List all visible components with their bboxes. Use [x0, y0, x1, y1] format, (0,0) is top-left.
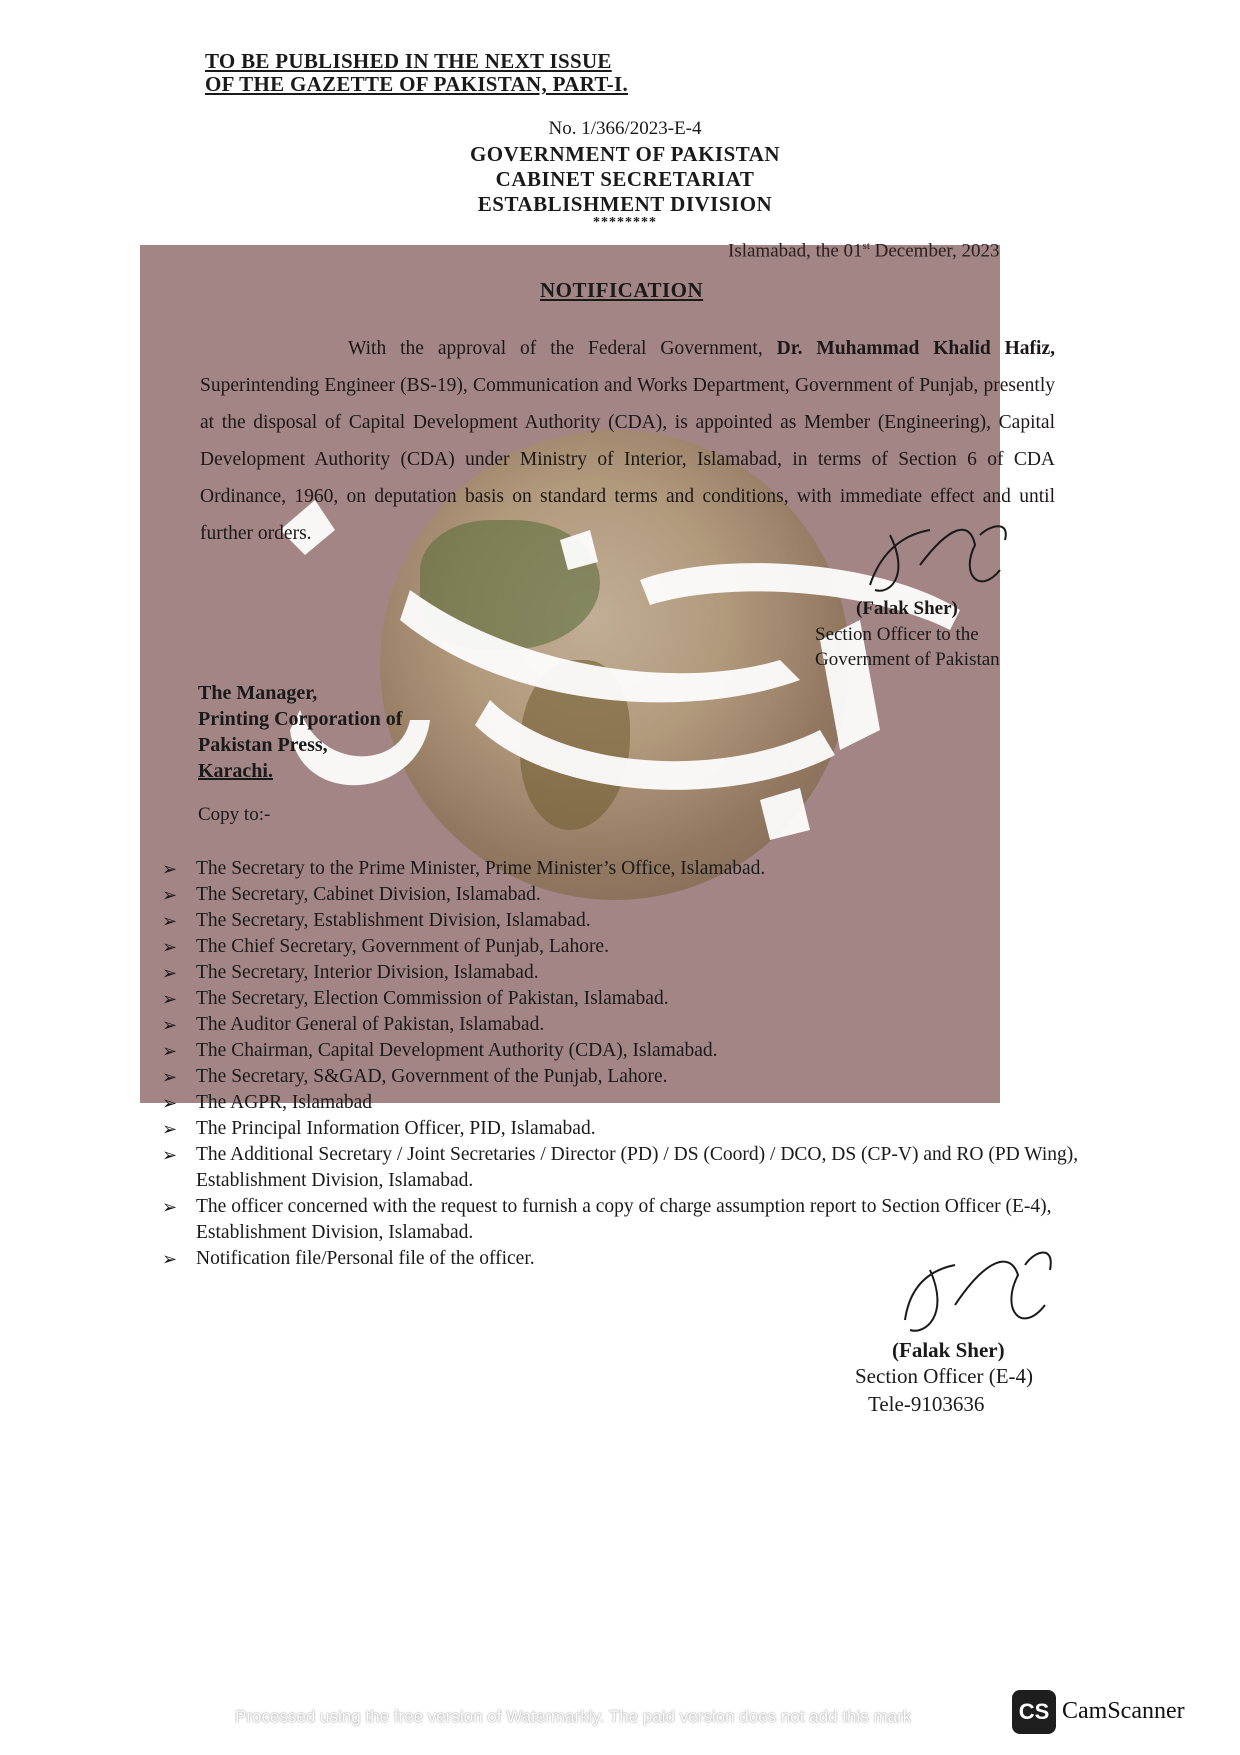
- list-item: ➢ The Secretary, S&GAD, Government of the Punjab, Lahore.: [160, 1064, 1080, 1090]
- arrow-bullet-icon: ➢: [162, 885, 178, 905]
- notification-body: With the approval of the Federal Government, Dr. Muhammad Khalid Hafiz, Superintending Engineer (BS-19), Communication and Works Department, Government of Punjab, presently at the disposal of Capital Development Authority (CDA), is appointed as Member (Engineering), Capital Development Authority (CDA) under Ministry of Interior, Islamabad, in terms of Section 6 of CDA Ordinance, 1960, on deputation basis on standard terms and conditions, with immediate effect and until further orders.: [200, 338, 1055, 544]
- list-item: ➢ The AGPR, Islamabad: [160, 1090, 1080, 1116]
- gazette-notice: [205, 50, 628, 96]
- list-item: ➢ The Secretary, Interior Division, Islamabad.: [160, 960, 1080, 986]
- camscanner-logo: CS: [1012, 1690, 1056, 1734]
- signatory-1-designation: Section Officer to the Government of Pakistan: [815, 624, 1000, 670]
- arrow-bullet-icon: ➢: [162, 1041, 178, 1061]
- arrow-bullet-icon: ➢: [162, 989, 178, 1009]
- arrow-bullet-icon: ➢: [162, 937, 178, 957]
- recipient-address: The Manager, Printing Corporation of Pakistan Press, Karachi.: [198, 682, 403, 782]
- arrow-bullet-icon: ➢: [162, 1249, 178, 1269]
- signature-2-scribble: [900, 1245, 1060, 1345]
- list-item: ➢ The Secretary, Election Commission of Pakistan, Islamabad.: [160, 986, 1080, 1012]
- letterhead-line-2: CABINET SECRETARIAT: [495, 167, 755, 191]
- copy-to-label: Copy to:-: [198, 804, 271, 825]
- list-item: ➢ The Chief Secretary, Government of Punjab, Lahore.: [160, 934, 1080, 960]
- list-item: ➢ The Chairman, Capital Development Authority (CDA), Islamabad.: [160, 1038, 1080, 1064]
- signatory-2-name: (Falak Sher): [892, 1338, 1005, 1362]
- arrow-bullet-icon: ➢: [162, 1119, 178, 1139]
- list-item: ➢ Notification file/Personal file of the officer.: [160, 1246, 1080, 1272]
- signatory-2-telephone: Tele-9103636: [868, 1392, 985, 1416]
- letterhead: [380, 118, 870, 229]
- list-item: ➢ The Secretary, Cabinet Division, Islamabad.: [160, 882, 1080, 908]
- signature-1-scribble: [860, 515, 1020, 605]
- camscanner-label: CamScanner: [1062, 1698, 1185, 1724]
- list-item: ➢ The Secretary, Establishment Division, Islamabad.: [160, 908, 1080, 934]
- reference-number: No. 1/366/2023-E-4: [548, 118, 702, 139]
- gazette-line-1: TO BE PUBLISHED IN THE NEXT ISSUE: [205, 49, 612, 73]
- arrow-bullet-icon: ➢: [162, 1015, 178, 1035]
- signatory-2-designation: Section Officer (E-4): [855, 1364, 1034, 1388]
- stars-divider: ********: [593, 215, 657, 230]
- officer-name: Dr. Muhammad Khalid Hafiz,: [776, 338, 1055, 359]
- list-item: ➢ The Principal Information Officer, PID, Islamabad.: [160, 1116, 1080, 1142]
- issue-date: Islamabad, the 01st December, 2023: [728, 240, 1000, 262]
- arrow-bullet-icon: ➢: [162, 1197, 178, 1217]
- gazette-line-2: OF THE GAZETTE OF PAKISTAN, PART-I.: [205, 72, 629, 96]
- list-item: ➢ The Auditor General of Pakistan, Islamabad.: [160, 1012, 1080, 1038]
- arrow-bullet-icon: ➢: [162, 1145, 178, 1165]
- arrow-bullet-icon: ➢: [162, 1067, 178, 1087]
- watermarkly-notice: Processed using the free version of Watermarkly. The paid version does not add this mark: [235, 1707, 912, 1726]
- list-item: ➢ The Secretary to the Prime Minister, Prime Minister’s Office, Islamabad.: [160, 856, 1080, 882]
- list-item: ➢ The Additional Secretary / Joint Secretaries / Director (PD) / DS (Coord) / DCO, DS (CP-V) and RO (PD Wing), Establishment Division, Islamabad.: [162, 1144, 1079, 1191]
- notification-title: NOTIFICATION: [540, 278, 704, 302]
- list-item: ➢ The officer concerned with the request to furnish a copy of charge assumption report to Section Officer (E-4), Establishment Division, Islamabad.: [162, 1196, 1052, 1243]
- copy-to-list: [160, 856, 1080, 1272]
- arrow-bullet-icon: ➢: [162, 963, 178, 983]
- letterhead-line-1: GOVERNMENT OF PAKISTAN: [469, 142, 781, 166]
- arrow-bullet-icon: ➢: [162, 859, 178, 879]
- letterhead-line-3: ESTABLISHMENT DIVISION: [477, 192, 773, 216]
- signatory-1-name: (Falak Sher): [856, 598, 958, 619]
- arrow-bullet-icon: ➢: [162, 1093, 178, 1113]
- arrow-bullet-icon: ➢: [162, 911, 178, 931]
